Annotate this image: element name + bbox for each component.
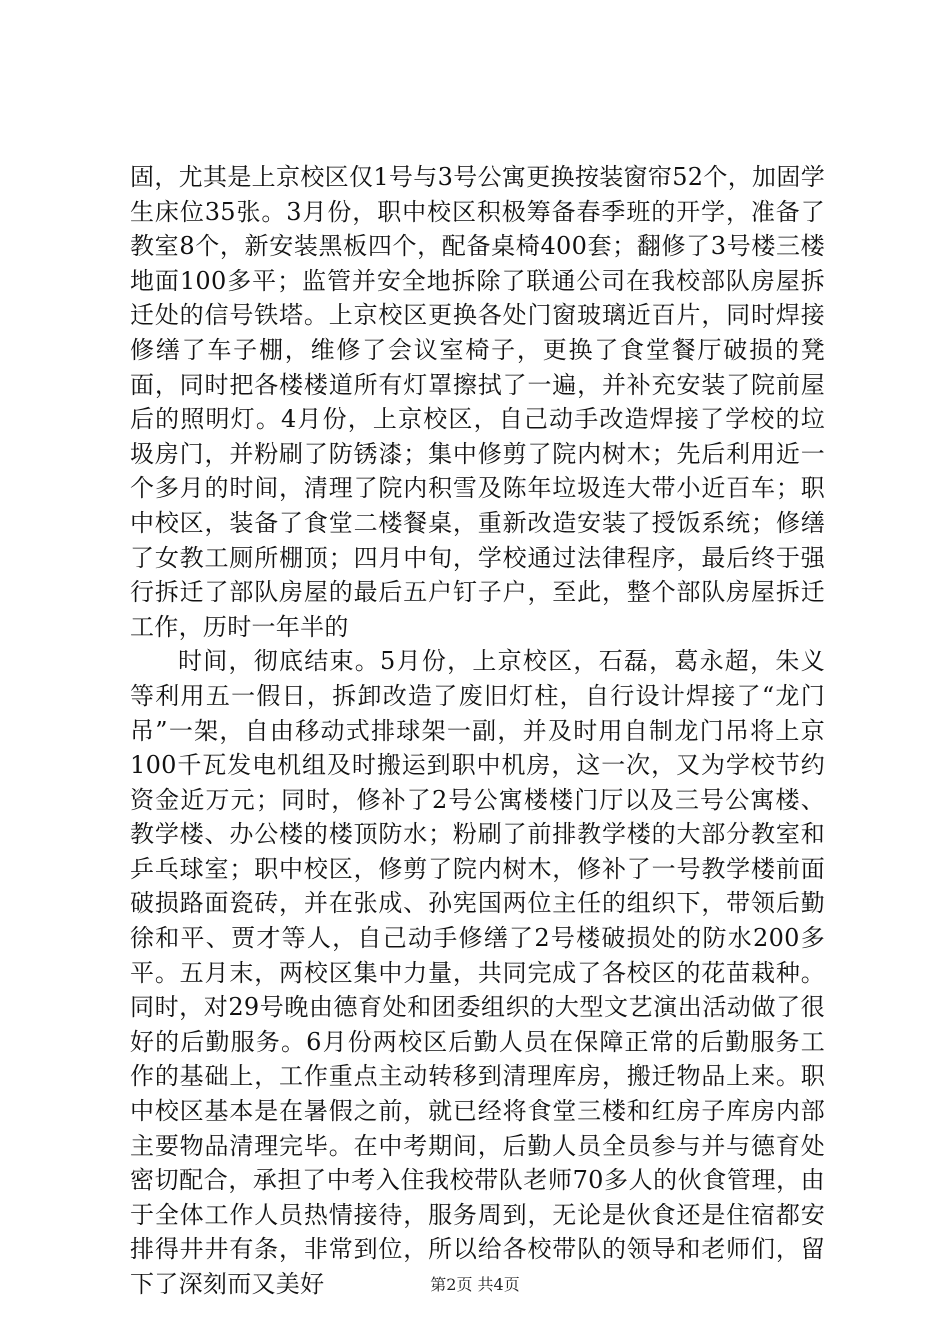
paragraph-2: 时间，彻底结束。5月份，上京校区，石磊，葛永超，朱义等利用五一假日，拆卸改造了废旧灯柱，自行设计焊接了“龙门吊”一架，自由移动式排球架一副，并及时用自制龙门吊将上京100千瓦发电机组及时搬运到职中机房，这一次，又为学校节约资金近万元；同时，修补了2号公寓楼楼门厅以及三号公寓楼、教学楼、办公楼的楼顶防水；粉刷了前排教学楼的大部分教室和乒乓球室；职中校区，修剪了院内树木，修补了一号教学楼前面破损路面瓷砖，并在张成、孙宪国两位主任的组织下，带领后勤徐和平、贾才等人，自己动手修缮了2号楼破损处的防水200多平。五月末，两校区集中力量，共同完成了各校区的花苗栽种。同时，对29号晚由德育处和团委组织的大型文艺演出活动做了很好的后勤服务。6月份两校区后勤人员在保障正常的后勤服务工作的基础上，工作重点主动转移到清理库房，搬迁物品上来。职中校区基本是在暑假之前，就已经将食堂三楼和红房子库房内部主要物品清理完毕。在中考期间，后勤人员全员参与并与德育处密切配合，承担了中考入住我校带队老师70多人的伙食管理，由于全体工作人员热情接待，服务周到，无论是伙食还是住宿都安排得井井有条，非常到位，所以给各校带队的领导和老师们，留下了深刻而又美好 — [130, 647, 825, 1298]
page-footer: 第2页 共4页 — [430, 1275, 520, 1294]
paragraph-1: 固，尤其是上京校区仅1号与3号公寓更换按装窗帘52个，加固学生床位35张。3月份，职中校区积极筹备春季班的开学，准备了教室8个，新安装黑板四个，配备桌椅400套；翻修了3号楼三楼地面100多平；监管并安全地拆除了联通公司在我校部队房屋拆迁处的信号铁塔。上京校区更换各处门窗玻璃近百片，同时焊接修缮了车子棚，维修了会议室椅子，更换了食堂餐厅破损的凳面，同时把各楼楼道所有灯罩擦拭了一遍，并补充安装了院前屋后的照明灯。4月份，上京校区，自己动手改造焊接了学校的垃圾房门，并粉刷了防锈漆；集中修剪了院内树木；先后利用近一个多月的时间，清理了院内积雪及陈年垃圾连大带小近百车；职中校区，装备了食堂二楼餐桌，重新改造安装了授饭系统；修缮了女教工厕所棚顶；四月中旬，学校通过法律程序，最后终于强行拆迁了部队房屋的最后五户钉子户，至此，整个部队房屋拆迁工作，历时一年半的 — [130, 163, 825, 641]
document-body — [130, 160, 825, 1302]
